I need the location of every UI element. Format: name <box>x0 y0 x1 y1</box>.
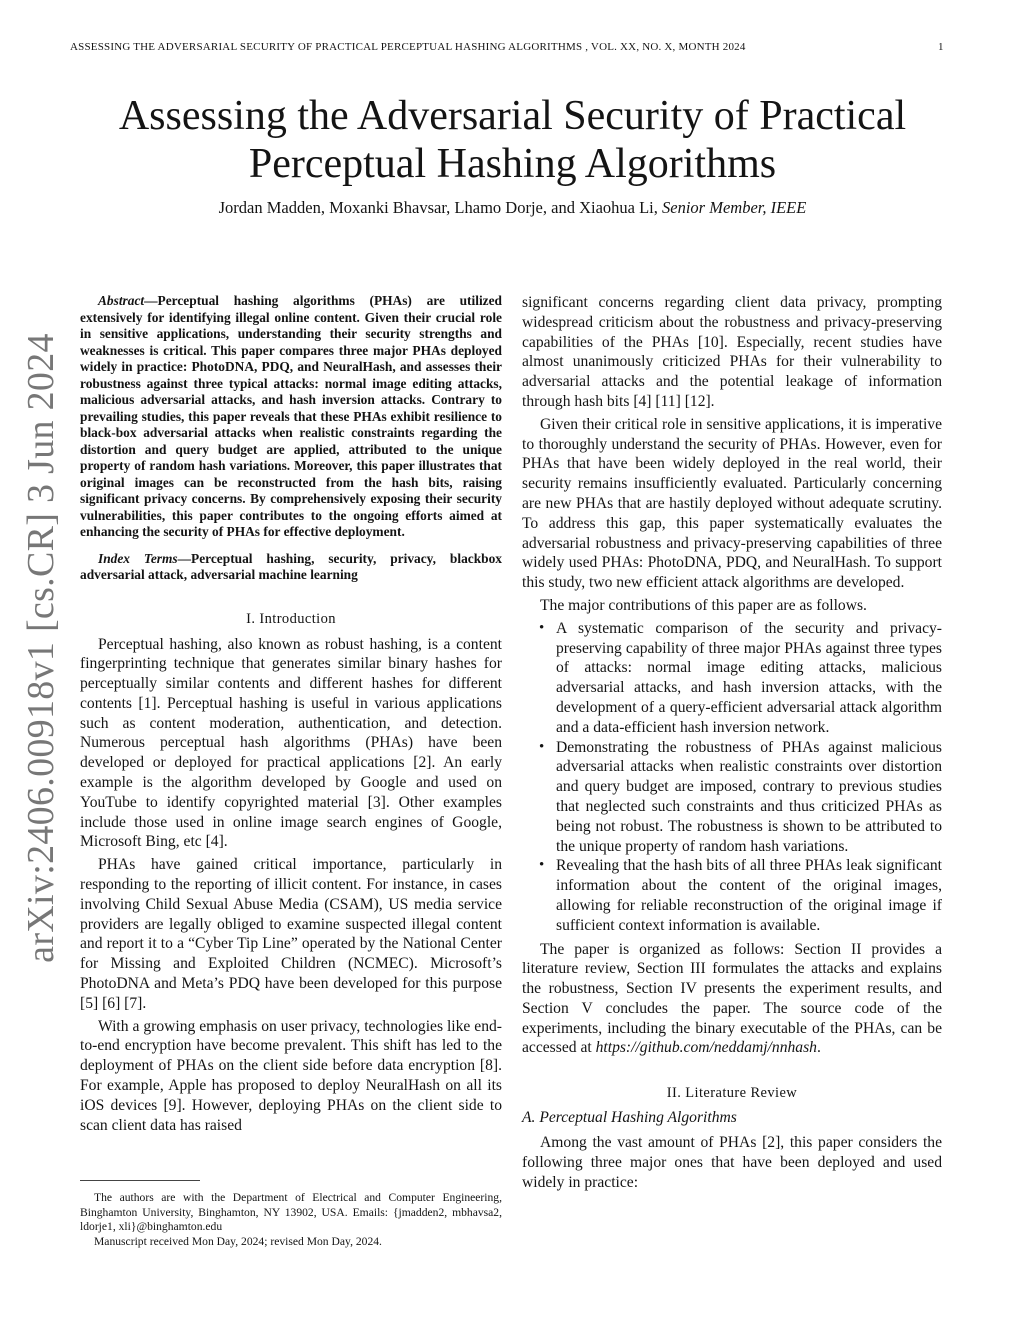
section-heading-introduction: I. Introduction <box>246 610 336 627</box>
sentence-period: . <box>816 1039 821 1057</box>
list-item-text: A systematic comparison of the security and privacy-preserving capability of three major PHAs against three types of attacks: normal image editing attacks, malicious adversarial attacks, and hash inversion attacks, with the development of a query-efficient adversarial attack algorithm and a data-efficient hash inversion network. <box>556 619 942 736</box>
list-item <box>539 738 942 857</box>
paragraph-continued: significant concerns regarding client data privacy, prompting widespread criticism about the robustness and privacy-preserving capabilities of the PHAs [10]. Especially, recent studies have almost unanimously criticized PHAs for their vulnerability to adversarial attacks and the potential leakage of information through hash bits [4] [11] [12]. <box>522 294 942 410</box>
abstract-label: Abstract <box>98 293 145 308</box>
author-membership: Senior Member, IEEE <box>662 198 807 217</box>
index-terms <box>80 551 502 584</box>
paragraph: Among the vast amount of PHAs [2], this paper considers the following three major ones that have been deployed and used widely in practice: <box>522 1134 942 1191</box>
section-heading-literature-review: II. Literature Review <box>666 1085 798 1102</box>
title-line-1: Assessing the Adversarial Security of Practical <box>118 93 907 139</box>
paragraph: The major contributions of this paper are as follows. <box>540 596 867 614</box>
abstract <box>80 293 502 541</box>
source-code-link[interactable]: https://github.com/neddamj/nnhash <box>595 1039 817 1057</box>
title-line-2: Perceptual Hashing Algorithms <box>248 141 777 187</box>
index-terms-text: —Perceptual hashing, security, privacy, blackbox adversarial attack, adversarial machine learning <box>80 550 502 582</box>
author-names: Jordan Madden, Moxanki Bhavsar, Lhamo Dorje, and Xiaohua Li, <box>218 198 658 217</box>
bullet-icon: • <box>539 857 545 874</box>
list-item <box>539 619 942 738</box>
paragraph: PHAs have gained critical importance, particularly in responding to the reporting of illicit content. For instance, in cases involving Child Sexual Abuse Media (CSAM), US media service providers are legally obliged to examine suspected illegal content and report it to a “Cyber Tip Line” operated by the National Center for Missing and Exploited Children (NCMEC). Microsoft’s PhotoDNA and Meta’s PDQ have been developed for this purpose [5] [6] [7]. <box>80 856 502 1012</box>
subsection-heading: A. Perceptual Hashing Algorithms <box>522 1109 737 1127</box>
paragraph <box>522 940 942 1059</box>
paragraph: Perceptual hashing, also known as robust hashing, is a content fingerprinting technique that generates similar binary hashes for perceptually similar contents and different hashes for different contents [1]. Perceptual hashing is useful in various applications such as content moderation, authentication, and detection. Numerous perceptual hash algorithms (PHAs) have been developed or deployed for practical applications [2]. An early example is the algorithm developed by Google and used on YouTube to identify copyrighted material [3]. Other examples include those used in online image search engines of Google, Microsoft Bing, etc [4]. <box>80 635 502 851</box>
bullet-icon: • <box>539 619 545 636</box>
list-item <box>539 856 942 935</box>
paragraph: Given their critical role in sensitive applications, it is imperative to thoroughly understand the security of PHAs. However, even for PHAs that have been widely deployed in the real world, their security remains insufficiently evaluated. Particularly concerning are new PHAs that are hastily deployed without adequate scrutiny. To address this gap, this paper systematically evaluates the adversarial robustness and privacy-preserving capabilities of three widely used PHAs: PhotoDNA, PDQ, and NeuralHash. To support this study, two new efficient attack algorithms are developed. <box>522 415 942 592</box>
footnote <box>80 1191 502 1249</box>
footnote-manuscript: Manuscript received Mon Day, 2024; revised Mon Day, 2024. <box>94 1234 382 1248</box>
arxiv-identifier[interactable]: arXiv:2406.00918v1 [cs.CR] 3 Jun 2024 <box>20 333 62 963</box>
footnote-affiliation: The authors are with the Department of Electrical and Computer Engineering, Binghamton University, Binghamton, NY 13902, USA. Emails: {jmadden2, mbhavsa2, ldorje1, xli}@binghamton.edu <box>80 1191 502 1233</box>
page-number: 1 <box>938 41 944 53</box>
abstract-text: —Perceptual hashing algorithms (PHAs) are utilized extensively for identifying illegal online content. Given their crucial role in sensitive applications, understanding their security strengths and weaknesses is critical. This paper compares three major PHAs deployed widely in practice: PhotoDNA, PDQ, and NeuralHash, and assesses their robustness against three typical attacks: normal image editing attacks, malicious adversarial attacks, and hash inversion attacks. Contrary to prevailing studies, this paper reveals that these PHAs exhibit resilience to black-box adversarial attacks when realistic constraints regarding the distortion and query budget are applied, attributed to the unique property of random hash variations. Moreover, this paper illustrates that original images can be reconstructed from the hash bits, raising significant privacy concerns. By comprehensively exposing their security vulnerabilities, this paper contributes to the ongoing efforts aimed at enhancing the security of PHAs for effective deployment. <box>80 293 502 539</box>
paper-title <box>90 92 935 188</box>
bullet-icon: • <box>539 738 545 755</box>
list-item-text: Demonstrating the robustness of PHAs against malicious adversarial attacks when realistic constraints over distortion and query budget are imposed, contrary to previous studies that neglected such constraints and thus criticized PHAs as being not robust. The robustness is shown to be attributed to the unique property of random hash variations. <box>556 738 942 855</box>
left-column <box>80 293 502 1135</box>
running-header: ASSESSING THE ADVERSARIAL SECURITY OF PRACTICAL PERCEPTUAL HASHING ALGORITHMS , VOL. XX, NO. X, MONTH 2024 <box>70 41 746 53</box>
author-list <box>90 198 935 218</box>
list-item-text: Revealing that the hash bits of all three PHAs leak significant information about the content of the original images, allowing for reliable reconstruction of the original image if sufficient context information is available. <box>556 857 942 934</box>
index-terms-label: Index Terms <box>98 550 178 566</box>
organization-text: The paper is organized as follows: Section II provides a literature review, Section III formulates the attacks and explains the robustness, Section IV presents the experiment results, and Section V concludes the paper. The source code of the experiments, including the binary executable of the PHAs, can be accessed at <box>522 940 942 1057</box>
paragraph: With a growing emphasis on user privacy, technologies like end-to-end encryption have become prevalent. This shift has led to the deployment of PHAs on the client side before data encryption [8]. For example, Apple has proposed to deploy NeuralHash on all its iOS devices [9]. However, deploying PHAs on the client side to scan client data has raised <box>80 1017 502 1134</box>
contribution-list <box>522 619 942 936</box>
footnote-divider <box>80 1180 200 1181</box>
right-column <box>522 293 942 1193</box>
